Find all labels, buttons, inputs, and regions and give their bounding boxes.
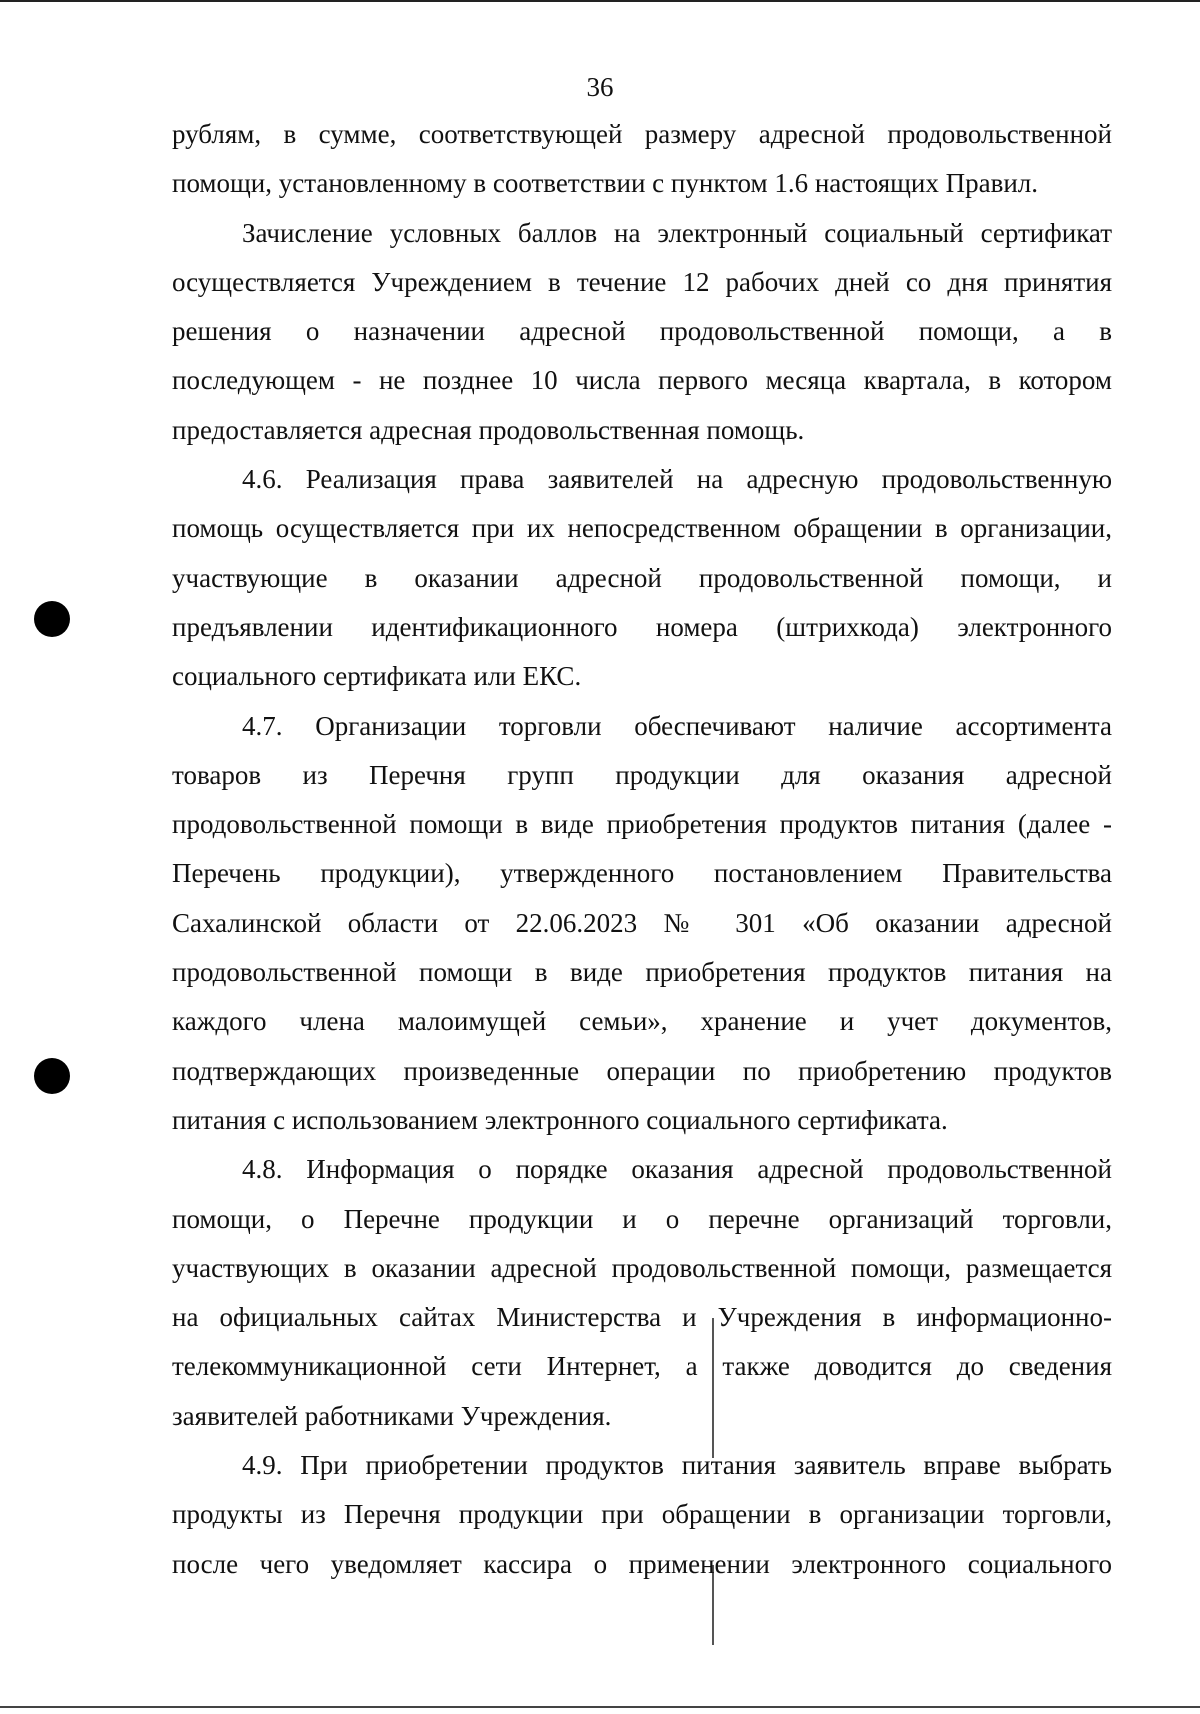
paragraph — [172, 455, 1112, 701]
punch-hole-mark — [34, 601, 70, 637]
text-line: каждого члена малоимущей семьи», хранение и учет документов, — [172, 1006, 1112, 1037]
paragraph — [172, 1441, 1112, 1589]
text-line: Зачисление условных баллов на электронный социальный сертификат — [242, 217, 1112, 248]
paragraph — [172, 1145, 1112, 1441]
scan-bottom-edge — [0, 1706, 1200, 1708]
text-line: продовольственной помощи в виде приобретения продуктов питания (далее - — [172, 809, 1112, 840]
text-line: решения о назначении адресной продовольственной помощи, а в — [172, 316, 1112, 347]
document-body — [172, 110, 1112, 1589]
text-line: Перечень продукции), утвержденного постановлением Правительства — [172, 858, 1112, 889]
text-line: телекоммуникационной сети Интернет, а также доводится до сведения — [172, 1351, 1112, 1382]
text-line: на официальных сайтах Министерства и Учреждения в информационно- — [172, 1302, 1112, 1333]
text-line: Сахалинской области от 22.06.2023 № 301 «Об оказании адресной — [172, 907, 1112, 938]
text-line: 4.7. Организации торговли обеспечивают наличие ассортимента — [242, 710, 1112, 741]
text-line: подтверждающих произведенные операции по приобретению продуктов — [172, 1055, 1112, 1086]
paragraph — [172, 702, 1112, 1146]
text-line: питания с использованием электронного социального сертификата. — [172, 1104, 948, 1135]
text-line: 4.9. При приобретении продуктов питания заявитель вправе выбрать — [242, 1450, 1112, 1481]
text-line: заявителей работниками Учреждения. — [172, 1400, 612, 1431]
text-line: рублям, в сумме, соответствующей размеру адресной продовольственной — [172, 119, 1112, 149]
text-line: последующем - не позднее 10 числа первого месяца квартала, в котором — [172, 365, 1112, 396]
paragraph — [172, 209, 1112, 455]
punch-hole-mark — [34, 1058, 70, 1094]
text-line: после чего уведомляет кассира о применении электронного социального — [172, 1548, 1112, 1579]
text-line: товаров из Перечня групп продукции для оказания адресной — [172, 759, 1112, 790]
paragraph — [172, 110, 1112, 209]
text-line: участвующие в оказании адресной продовольственной помощи, и — [172, 562, 1112, 593]
text-line: продукты из Перечня продукции при обращении в организации торговли, — [172, 1499, 1112, 1530]
page-number: 36 — [586, 72, 614, 102]
text-line: 4.8. Информация о порядке оказания адресной продовольственной — [242, 1154, 1112, 1185]
text-line: помощи, о Перечне продукции и о перечне организаций торговли, — [172, 1203, 1112, 1234]
text-line: участвующих в оказании адресной продовольственной помощи, размещается — [172, 1252, 1112, 1283]
text-line: 4.6. Реализация права заявителей на адресную продовольственную — [242, 464, 1112, 495]
text-line: помощь осуществляется при их непосредственном обращении в организации, — [172, 513, 1112, 544]
text-line: помощи, установленному в соответствии с пунктом 1.6 настоящих Правил. — [172, 168, 1039, 199]
text-line: предоставляется адресная продовольственная помощь. — [172, 414, 805, 445]
text-line: предъявлении идентификационного номера (штрихкода) электронного — [172, 611, 1112, 642]
text-line: социального сертификата или ЕКС. — [172, 661, 582, 692]
text-line: осуществляется Учреждением в течение 12 рабочих дней со дня принятия — [172, 266, 1112, 297]
text-line: продовольственной помощи в виде приобретения продуктов питания на — [172, 957, 1112, 988]
scan-top-edge — [0, 0, 1200, 2]
